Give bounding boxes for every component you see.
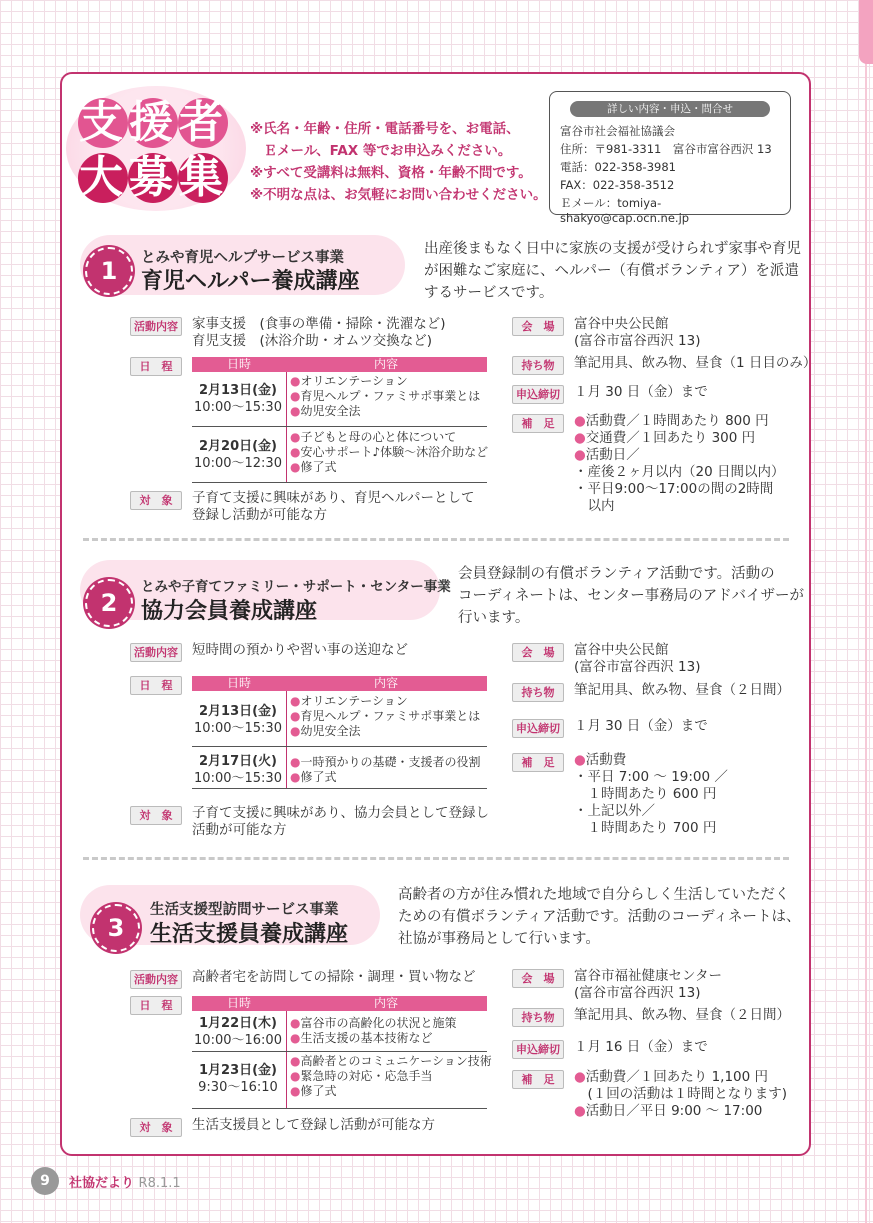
- schedule-item: ●幼児安全法: [290, 724, 361, 738]
- title-char: 大: [79, 152, 127, 203]
- col-date-header: 日時: [227, 996, 252, 1010]
- schedule-date: 1月22日(木) 10:00～16:00: [194, 1016, 282, 1048]
- activity-label: 活動内容: [130, 970, 182, 989]
- supplement-text: 以内: [574, 498, 615, 514]
- title-line-1: [78, 97, 228, 148]
- activity-text: 家事支援 (食事の準備・掃除・洗濯など): [192, 316, 446, 332]
- section-separator: [83, 857, 789, 860]
- bring-label: 持ち物: [512, 1008, 564, 1027]
- note-line: ※すべて受講料は無料、資格・年齢不問です。: [250, 165, 532, 181]
- col-content-header: 内容: [374, 996, 399, 1010]
- supplement-text: ・上記以外／: [574, 803, 655, 819]
- schedule-date: 2月17日(火) 10:00～15:30: [194, 754, 282, 786]
- title-char: 集: [179, 152, 227, 203]
- bring-text: 筆記用具、飲み物、昼食（1 日目のみ）: [574, 355, 817, 371]
- section-3-title: 生活支援員養成講座: [150, 922, 349, 947]
- activity-text: 育児支援 (沐浴介助・オムツ交換など): [192, 333, 433, 349]
- supplement-text: ●活動費／１時間あたり 800 円: [574, 413, 769, 429]
- venue-label: 会 場: [512, 969, 564, 988]
- schedule-item: ●育児ヘルプ・ファミサポ事業とは: [290, 709, 481, 723]
- schedule-item: ●オリエンテーション: [290, 694, 408, 708]
- schedule-header: [192, 357, 487, 372]
- supplement-label: 補 足: [512, 1070, 564, 1089]
- col-date-header: 日時: [227, 357, 252, 371]
- title-char: 支: [79, 97, 127, 148]
- title-char: 者: [179, 97, 227, 148]
- schedule-items: [290, 430, 488, 475]
- venue-text: 富谷市福祉健康センター: [574, 968, 722, 984]
- activity-label: 活動内容: [130, 317, 182, 336]
- activity-label: 活動内容: [130, 643, 182, 662]
- col-content-header: 内容: [374, 357, 399, 371]
- target-text: 子育て支援に興味があり、育児ヘルパーとして: [192, 490, 475, 506]
- schedule-label: 日 程: [130, 676, 182, 695]
- section-1-number: 1: [85, 247, 133, 295]
- note-line: Ｅメール、FAX 等でお申込みください。: [250, 143, 512, 159]
- venue-text: 富谷中央公民館: [574, 316, 669, 332]
- target-text: 子育て支援に興味があり、協力会員として登録し: [192, 805, 489, 821]
- target-text: 活動が可能な方: [192, 822, 287, 838]
- description-line: が困難なご家庭に、ヘルパー（有償ボランティア）を派遣: [424, 263, 799, 279]
- venue-text: (富谷市富谷西沢 13): [574, 985, 701, 1001]
- deadline-text: １月 30 日（金）まで: [574, 718, 708, 734]
- schedule-item: ●富谷市の高齢化の状況と施策: [290, 1016, 457, 1030]
- description-line: 会員登録制の有償ボランティア活動です。活動の: [458, 566, 775, 582]
- activity-text: 短時間の預かりや習い事の送迎など: [192, 642, 408, 658]
- schedule-date: 1月23日(金) 9:30～16:10: [198, 1063, 278, 1095]
- schedule-items: [290, 1054, 492, 1099]
- bring-label: 持ち物: [512, 683, 564, 702]
- section-2-description: [458, 563, 804, 629]
- description-line: 社協が事務局として行います。: [398, 931, 600, 947]
- description-line: コーディネートは、センター事務局のアドバイザーが: [458, 588, 804, 604]
- bring-text: 筆記用具、飲み物、昼食（２日間）: [574, 682, 790, 698]
- venue-text: 富谷中央公民館: [574, 642, 669, 658]
- contact-box: [549, 91, 791, 225]
- header-notes: [250, 118, 547, 206]
- note-line: ※不明な点は、お気軽にお問い合わせください。: [250, 187, 547, 203]
- schedule-item: ●修了式: [290, 770, 337, 784]
- contact-address: 住所：〒981-3311 富谷市富谷西沢 13: [560, 142, 772, 156]
- contact-phone: 電話：022-358-3981: [560, 160, 676, 174]
- schedule-label: 日 程: [130, 357, 182, 376]
- supplement-text: ・平日9:00～17:00の間の2時間: [574, 481, 774, 497]
- publication-name: 社協だより: [69, 1176, 135, 1191]
- bring-text: 筆記用具、飲み物、昼食（２日間）: [574, 1007, 790, 1023]
- schedule-date: 2月13日(金) 10:00～15:30: [194, 704, 282, 736]
- supplement-text: １時間あたり 600 円: [574, 786, 717, 802]
- schedule-label: 日 程: [130, 996, 182, 1015]
- schedule-item: ●子どもと母の心と体について: [290, 430, 457, 444]
- note-line: ※氏名・年齢・住所・電話番号を、お電話、: [250, 121, 520, 137]
- target-label: 対 象: [130, 491, 182, 510]
- section-1-title: 育児ヘルパー養成講座: [141, 269, 360, 294]
- section-2-number: 2: [85, 579, 133, 627]
- issue-date: R8.1.1: [138, 1176, 181, 1191]
- contact-fax: FAX：022-358-3512: [560, 178, 675, 192]
- title-char: 募: [129, 152, 177, 203]
- description-line: ための有償ボランティア活動です。活動のコーディネートは、: [398, 909, 801, 925]
- schedule-item: ●育児ヘルプ・ファミサポ事業とは: [290, 389, 481, 403]
- description-line: するサービスです。: [424, 285, 554, 301]
- schedule-item: ●緊急時の対応・応急手当: [290, 1069, 433, 1083]
- schedule-items: [290, 1016, 457, 1046]
- schedule-items: [290, 374, 480, 419]
- supplement-text: ・産後２ヶ月以内（20 日間以内）: [574, 464, 785, 480]
- schedule-item: ●安心サポート♪体験～沐浴介助など: [290, 445, 489, 459]
- contact-email[interactable]: Ｅメール：tomiya-shakyo@cap.ocn.ne.jp: [560, 196, 690, 225]
- footer-publication: [69, 1172, 181, 1191]
- supplement-text: ●活動日／平日 9:00 ～ 17:00: [574, 1103, 763, 1119]
- contact-heading: 詳しい内容・申込・問合せ: [570, 101, 770, 117]
- supplement-text: ・平日 7:00 ～ 19:00 ／: [574, 769, 728, 785]
- schedule-items: [290, 755, 481, 785]
- venue-label: 会 場: [512, 643, 564, 662]
- supplement-text: ●活動費: [574, 752, 627, 768]
- col-content-header: 内容: [374, 676, 399, 690]
- description-line: 高齢者の方が住み慣れた地域で自分らしく生活していただく: [398, 887, 790, 903]
- supplement-text: ●活動費／１回あたり 1,100 円: [574, 1069, 769, 1085]
- supplement-text: ●交通費／１回あたり 300 円: [574, 430, 756, 446]
- section-separator: [83, 538, 789, 541]
- schedule-item: ●修了式: [290, 1084, 337, 1098]
- title-char: 援: [129, 97, 177, 148]
- section-3-subtitle: 生活支援型訪問サービス事業: [150, 902, 339, 918]
- target-text: 生活支援員として登録し活動が可能な方: [192, 1117, 435, 1133]
- section-3-description: [398, 884, 801, 950]
- description-line: 行います。: [458, 610, 530, 626]
- schedule-item: ●一時預かりの基礎・支援者の役割: [290, 755, 481, 769]
- deadline-text: １月 30 日（金）まで: [574, 384, 708, 400]
- section-1-subtitle: とみや育児ヘルプサービス事業: [141, 250, 344, 266]
- deadline-label: 申込締切: [512, 1040, 564, 1059]
- target-label: 対 象: [130, 1118, 182, 1137]
- section-2-subtitle: とみや子育てファミリー・サポート・センター事業: [141, 579, 451, 595]
- schedule-date: 2月20日(金) 10:00～12:30: [194, 439, 282, 471]
- description-line: 出産後まもなく日中に家族の支援が受けられず家事や育児: [424, 241, 801, 257]
- schedule-item: ●生活支援の基本技術など: [290, 1031, 433, 1045]
- schedule-items: [290, 694, 480, 739]
- schedule-item: ●高齢者とのコミュニケーション技術: [290, 1054, 492, 1068]
- bring-label: 持ち物: [512, 356, 564, 375]
- supplement-label: 補 足: [512, 753, 564, 772]
- venue-text: (富谷市富谷西沢 13): [574, 659, 701, 675]
- title-line-2: [78, 152, 228, 203]
- supplement-text: １時間あたり 700 円: [574, 820, 717, 836]
- col-date-header: 日時: [227, 676, 252, 690]
- target-label: 対 象: [130, 806, 182, 825]
- supplement-text: (１回の活動は１時間となります): [574, 1086, 788, 1102]
- contact-org: 富谷市社会福祉協議会: [560, 124, 675, 138]
- deadline-label: 申込締切: [512, 719, 564, 738]
- schedule-header: [192, 676, 487, 691]
- venue-text: (富谷市富谷西沢 13): [574, 333, 701, 349]
- schedule-date: 2月13日(金) 10:00～15:30: [194, 383, 282, 415]
- deadline-text: １月 16 日（金）まで: [574, 1039, 708, 1055]
- supplement-label: 補 足: [512, 414, 564, 433]
- target-text: 登録し活動が可能な方: [192, 507, 327, 523]
- schedule-item: ●修了式: [290, 460, 337, 474]
- supplement-text: ●活動日／: [574, 447, 640, 463]
- activity-text: 高齢者宅を訪問しての掃除・調理・買い物など: [192, 969, 476, 985]
- deadline-label: 申込締切: [512, 385, 564, 404]
- side-edge-line: [865, 0, 867, 1223]
- schedule-header: [192, 996, 487, 1011]
- venue-label: 会 場: [512, 317, 564, 336]
- page-number: 9: [31, 1167, 59, 1195]
- section-2-title: 協力会員養成講座: [141, 599, 318, 624]
- section-1-description: [424, 238, 801, 304]
- section-3-number: 3: [92, 904, 140, 952]
- side-index-tab: [859, 0, 873, 64]
- schedule-item: ●幼児安全法: [290, 404, 361, 418]
- schedule-item: ●オリエンテーション: [290, 374, 408, 388]
